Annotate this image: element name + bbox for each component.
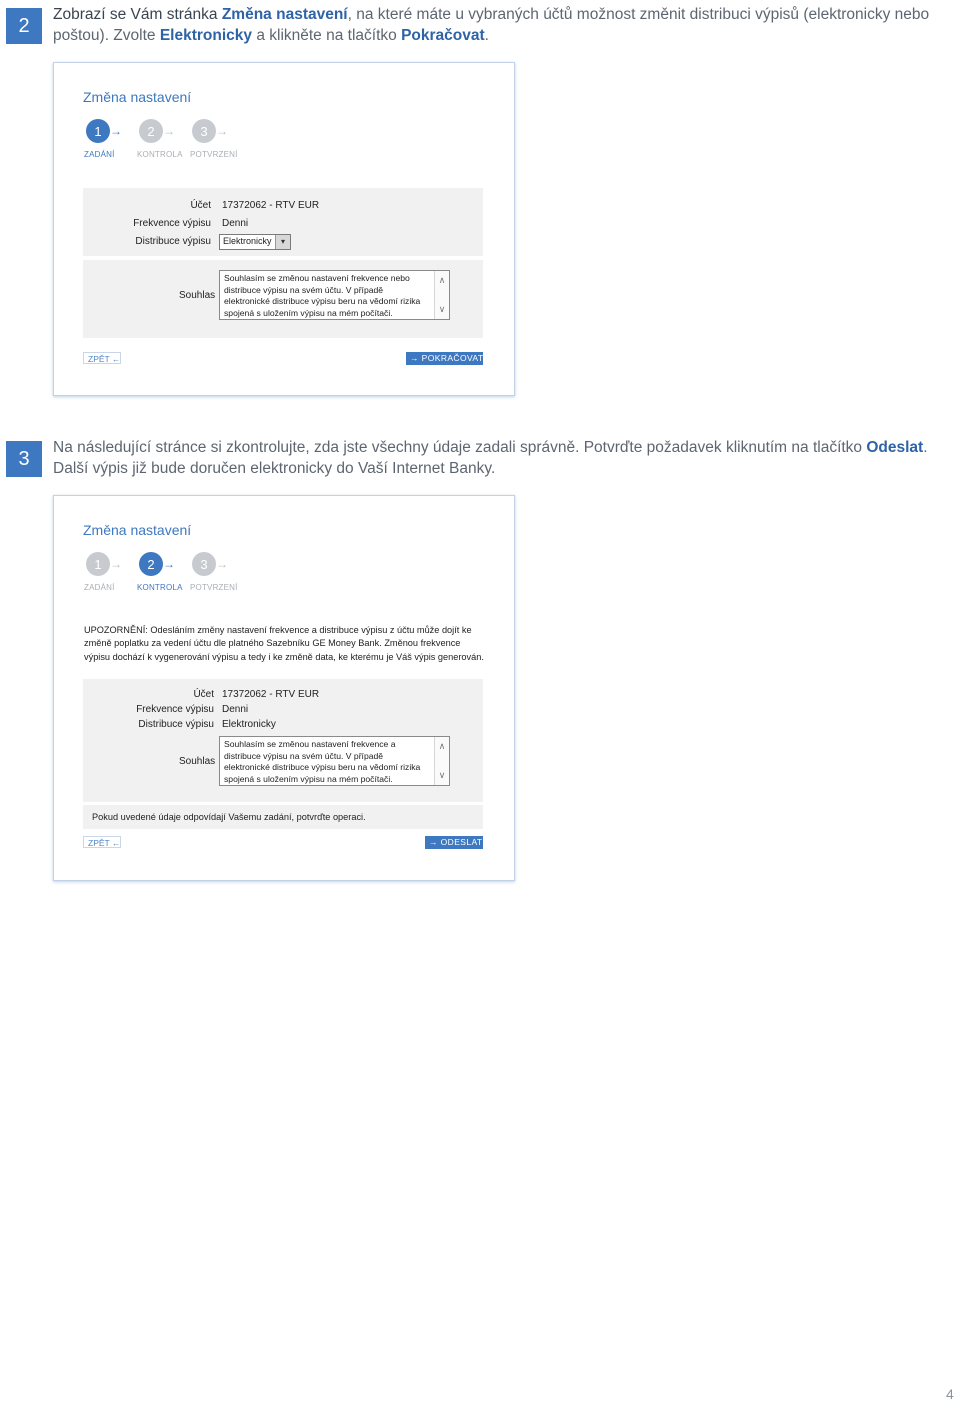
arrow-right-icon: → bbox=[163, 557, 175, 571]
step-label: KONTROLA bbox=[137, 150, 183, 159]
wizard-step-3 bbox=[190, 552, 246, 596]
chevron-down-icon[interactable]: ▾ bbox=[275, 235, 290, 249]
wizard-steps bbox=[84, 552, 254, 596]
continue-button[interactable] bbox=[406, 352, 483, 365]
arrow-right-icon: → bbox=[216, 124, 228, 138]
wizard-steps bbox=[84, 119, 254, 163]
consent-label: Souhlas bbox=[179, 290, 216, 301]
page-number: 4 bbox=[946, 1386, 954, 1402]
wizard-step-2 bbox=[137, 119, 193, 163]
step-circle: 3 bbox=[192, 552, 216, 576]
back-button[interactable] bbox=[83, 836, 121, 848]
arrow-left-icon: ← bbox=[111, 354, 121, 364]
distribution-select[interactable] bbox=[219, 234, 291, 250]
field-label: Účet bbox=[190, 200, 211, 211]
instr-text: . bbox=[484, 27, 489, 44]
step-circle: 1 bbox=[86, 119, 110, 143]
step-number-3: 3 bbox=[6, 441, 42, 477]
field-label: Frekvence výpisu bbox=[133, 218, 211, 229]
instr-text: , na které máte u vybraných účtů možnost změnit distribuci výpisů (elektronicky nebo poštou). Zvolte bbox=[53, 6, 930, 44]
field-label: Účet bbox=[193, 689, 214, 700]
consent-text: Souhlasím se změnou nastavení frekvence nebo distribuce výpisu na svém účtu. V případě elektronické distribuce výpisu beru na vědomí rizika spojená s uložením výpisu na mém počítači. bbox=[224, 273, 421, 318]
field-value: Denni bbox=[222, 218, 249, 229]
field-value: 17372062 - RTV EUR bbox=[222, 689, 320, 700]
arrow-right-icon: → bbox=[110, 557, 122, 571]
step-label: ZADÁNÍ bbox=[84, 150, 115, 159]
consent-label: Souhlas bbox=[179, 756, 216, 767]
back-label: ZPĚT bbox=[88, 838, 110, 848]
instr-highlight: Elektronicky bbox=[159, 27, 253, 44]
field-row-distribution bbox=[83, 236, 483, 252]
wizard-step-1 bbox=[84, 119, 140, 163]
step-circle: 1 bbox=[86, 552, 110, 576]
wizard-step-3 bbox=[190, 119, 246, 163]
step-label: POTVRZENÍ bbox=[190, 150, 238, 159]
send-label: ODESLAT bbox=[440, 837, 483, 847]
consent-text: Souhlasím se změnou nastavení frekvence a distribuce výpisu na svém účtu. V případě elektronické distribuce výpisu beru na vědomí rizika spojená s uložením výpisu na mém počítači. bbox=[224, 739, 421, 784]
scroll-up-icon[interactable]: ∧ bbox=[438, 741, 446, 751]
scroll-up-icon[interactable]: ∧ bbox=[438, 275, 446, 285]
continue-label: POKRAČOVAT bbox=[421, 353, 484, 363]
field-row-account bbox=[83, 200, 483, 216]
step-circle: 3 bbox=[192, 119, 216, 143]
step-number-2: 2 bbox=[6, 8, 42, 44]
form-panel bbox=[83, 188, 483, 256]
confirm-bar bbox=[83, 805, 483, 829]
arrow-left-icon: ← bbox=[111, 838, 121, 848]
step-circle: 2 bbox=[139, 119, 163, 143]
back-label: ZPĚT bbox=[88, 354, 110, 364]
screenshot-settings-entry bbox=[53, 62, 515, 396]
back-button[interactable] bbox=[83, 352, 121, 364]
field-label: Distribuce výpisu bbox=[135, 236, 211, 247]
instr-text: . Další výpis již bude doručen elektronicky do Vaší Internet Banky. bbox=[53, 439, 928, 477]
scroll-down-icon[interactable]: ∨ bbox=[438, 770, 446, 780]
field-value: Elektronicky bbox=[222, 719, 276, 730]
instr-highlight: Pokračovat bbox=[401, 27, 485, 44]
instr-text: a klikněte na tlačítko bbox=[252, 27, 402, 44]
consent-textarea[interactable] bbox=[219, 736, 450, 786]
scrollbar[interactable] bbox=[434, 271, 449, 319]
step-2-instructions bbox=[53, 4, 933, 46]
field-value: 17372062 - RTV EUR bbox=[222, 200, 320, 211]
arrow-right-icon: → bbox=[163, 124, 175, 138]
consent-panel bbox=[83, 260, 483, 338]
step-label: ZADÁNÍ bbox=[84, 583, 115, 592]
instr-text: Zobrazí se Vám stránka bbox=[53, 6, 222, 23]
wizard-step-2 bbox=[137, 552, 193, 596]
field-label: Distribuce výpisu bbox=[138, 719, 214, 730]
page-title: Změna nastavení bbox=[83, 522, 192, 538]
screenshot-settings-review bbox=[53, 495, 515, 881]
selected-value: Elektronicky bbox=[223, 236, 272, 246]
field-value: Denni bbox=[222, 704, 249, 715]
confirm-text: Pokud uvedené údaje odpovídají Vašemu zadání, potvrďte operaci. bbox=[92, 812, 366, 822]
field-row-frequency bbox=[83, 218, 483, 234]
field-row-frequency bbox=[83, 704, 483, 720]
scroll-down-icon[interactable]: ∨ bbox=[438, 304, 446, 314]
page-title: Změna nastavení bbox=[83, 89, 192, 105]
step-label: KONTROLA bbox=[137, 583, 183, 592]
step-circle: 2 bbox=[139, 552, 163, 576]
wizard-step-1 bbox=[84, 552, 140, 596]
instr-text: Na následující stránce si zkontrolujte, zda jste všechny údaje zadali správně. Potvrďte požadavek kliknutím na tlačítko bbox=[53, 439, 867, 456]
review-panel bbox=[83, 679, 483, 802]
instr-highlight: Změna nastavení bbox=[221, 6, 348, 23]
step-3-instructions bbox=[53, 437, 933, 479]
arrow-right-icon: → bbox=[216, 557, 228, 571]
warning-notice: UPOZORNĚNÍ: Odesláním změny nastavení frekvence a distribuce výpisu z účtu může dojít ke změně poplatku za vedení účtu dle platného Sazebníku GE Money Bank. Změnou frekvence výpisu dochází k vygenerování výpisu a tedy i ke změně data, ke kterému je Váš výpis generován. bbox=[84, 625, 484, 662]
field-row-distribution bbox=[83, 719, 483, 735]
step-label: POTVRZENÍ bbox=[190, 583, 238, 592]
arrow-right-icon: → bbox=[110, 124, 122, 138]
scrollbar[interactable] bbox=[434, 737, 449, 785]
instr-highlight: Odeslat bbox=[866, 439, 924, 456]
send-button[interactable] bbox=[425, 836, 483, 849]
consent-textarea[interactable] bbox=[219, 270, 450, 320]
arrow-right-icon: → bbox=[429, 837, 438, 847]
arrow-right-icon: → bbox=[410, 353, 419, 363]
field-row-account bbox=[83, 689, 483, 705]
field-label: Frekvence výpisu bbox=[136, 704, 214, 715]
